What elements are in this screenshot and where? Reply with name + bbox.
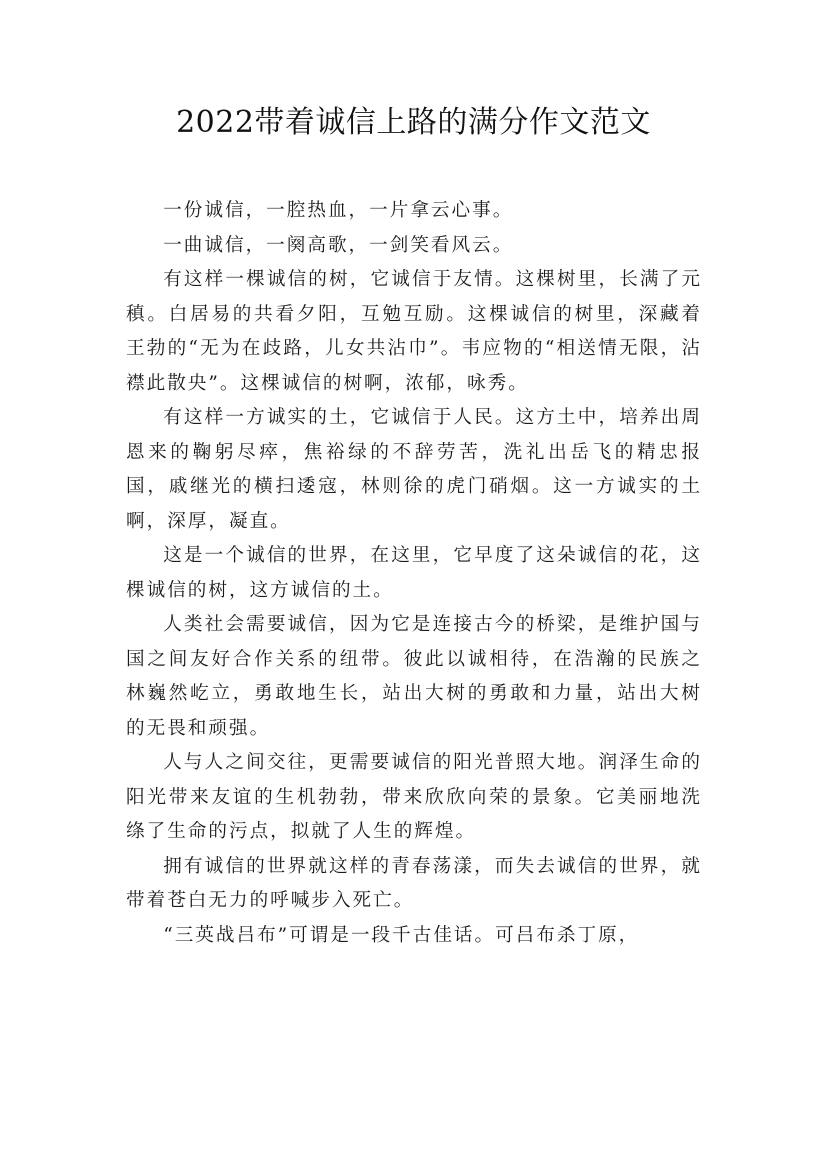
paragraph: 这是一个诚信的世界，在这里，它早度了这朵诚信的花，这棵诚信的树，这方诚信的土。 (126, 545, 702, 601)
document-title: 2022带着诚信上路的满分作文范文 (176, 105, 651, 140)
paragraph: “三英战吕布”可谓是一段千古佳话。可吕布杀丁原， (163, 924, 640, 946)
document-body (126, 194, 702, 953)
paragraph: 拥有诚信的世界就这样的青春荡漾，而失去诚信的世界，就带着苍白无力的呼喊步入死亡。 (126, 855, 702, 911)
paragraph: 有这样一棵诚信的树，它诚信于友情。这棵树里，长满了元稹。白居易的共看夕阳，互勉互励。这棵诚信的树里，深藏着王勃的“无为在歧路，儿女共沾巾”。韦应物的“相送情无限，沾襟此散央”。这棵诚信的树啊，浓郁，咏秀。 (126, 269, 702, 394)
paragraph: 一份诚信，一腔热血，一片拿云心事。 (163, 200, 514, 221)
paragraph: 人类社会需要诚信，因为它是连接古今的桥梁，是维护国与国之间友好合作关系的纽带。彼此以诚相待，在浩瀚的民族之林巍然屹立，勇敢地生长，站出大树的勇敢和力量，站出大树的无畏和顽强。 (126, 614, 702, 739)
paragraph: 一曲诚信，一阕高歌，一剑笑看风云。 (163, 234, 514, 256)
paragraph: 人与人之间交往，更需要诚信的阳光普照大地。润泽生命的阳光带来友谊的生机勃勃，带来欣欣向荣的景象。它美丽地洗绦了生命的污点，拟就了人生的辉煌。 (126, 752, 702, 842)
paragraph: 有这样一方诚实的土，它诚信于人民。这方土中，培养出周恩来的鞠躬尽瘁，焦裕绿的不辞劳苦，洗礼出岳飞的精忠报国，戚继光的横扫逶寇，林则徐的虎门硝烟。这一方诚实的土啊，深厚，凝直。 (126, 407, 702, 532)
